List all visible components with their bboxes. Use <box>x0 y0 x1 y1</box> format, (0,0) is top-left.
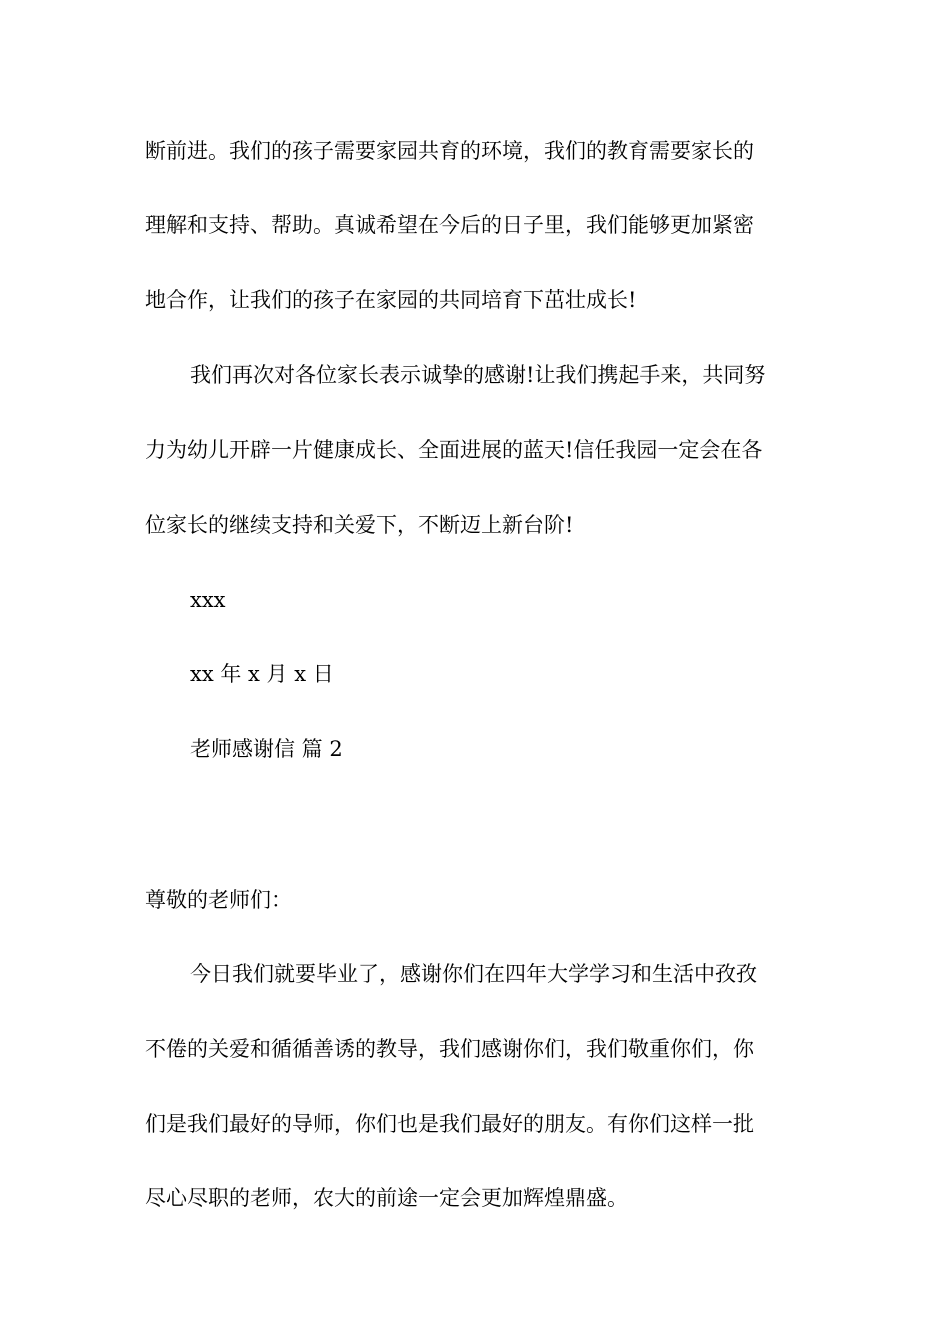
signature-date: xx 年 x 月 x 日 <box>190 662 334 686</box>
section-title: 老师感谢信 篇 2 <box>190 737 343 761</box>
signature-name: xxx <box>190 588 226 612</box>
paragraph-line: 们是我们最好的导师，你们也是我们最好的朋友。有你们这样一批 <box>145 1112 754 1136</box>
paragraph-line: 今日我们就要毕业了，感谢你们在四年大学学习和生活中孜孜 <box>190 962 757 986</box>
paragraph-line: 位家长的继续支持和关爱下，不断迈上新台阶! <box>145 513 574 537</box>
paragraph-line: 理解和支持、帮助。真诚希望在今后的日子里，我们能够更加紧密 <box>145 213 754 237</box>
paragraph-line: 力为幼儿开辟一片健康成长、全面进展的蓝天!信任我园一定会在各 <box>145 438 763 462</box>
paragraph-line: 不倦的关爱和循循善诱的教导，我们感谢你们，我们敬重你们，你 <box>145 1037 754 1061</box>
salutation: 尊敬的老师们： <box>145 888 292 912</box>
paragraph-line: 断前进。我们的孩子需要家园共育的环境，我们的教育需要家长的 <box>145 139 754 163</box>
paragraph-line: 我们再次对各位家长表示诚挚的感谢!让我们携起手来，共同努 <box>190 363 766 387</box>
paragraph-line: 地合作，让我们的孩子在家园的共同培育下茁壮成长! <box>145 288 637 312</box>
paragraph-line: 尽心尽职的老师，农大的前途一定会更加辉煌鼎盛。 <box>145 1186 628 1210</box>
